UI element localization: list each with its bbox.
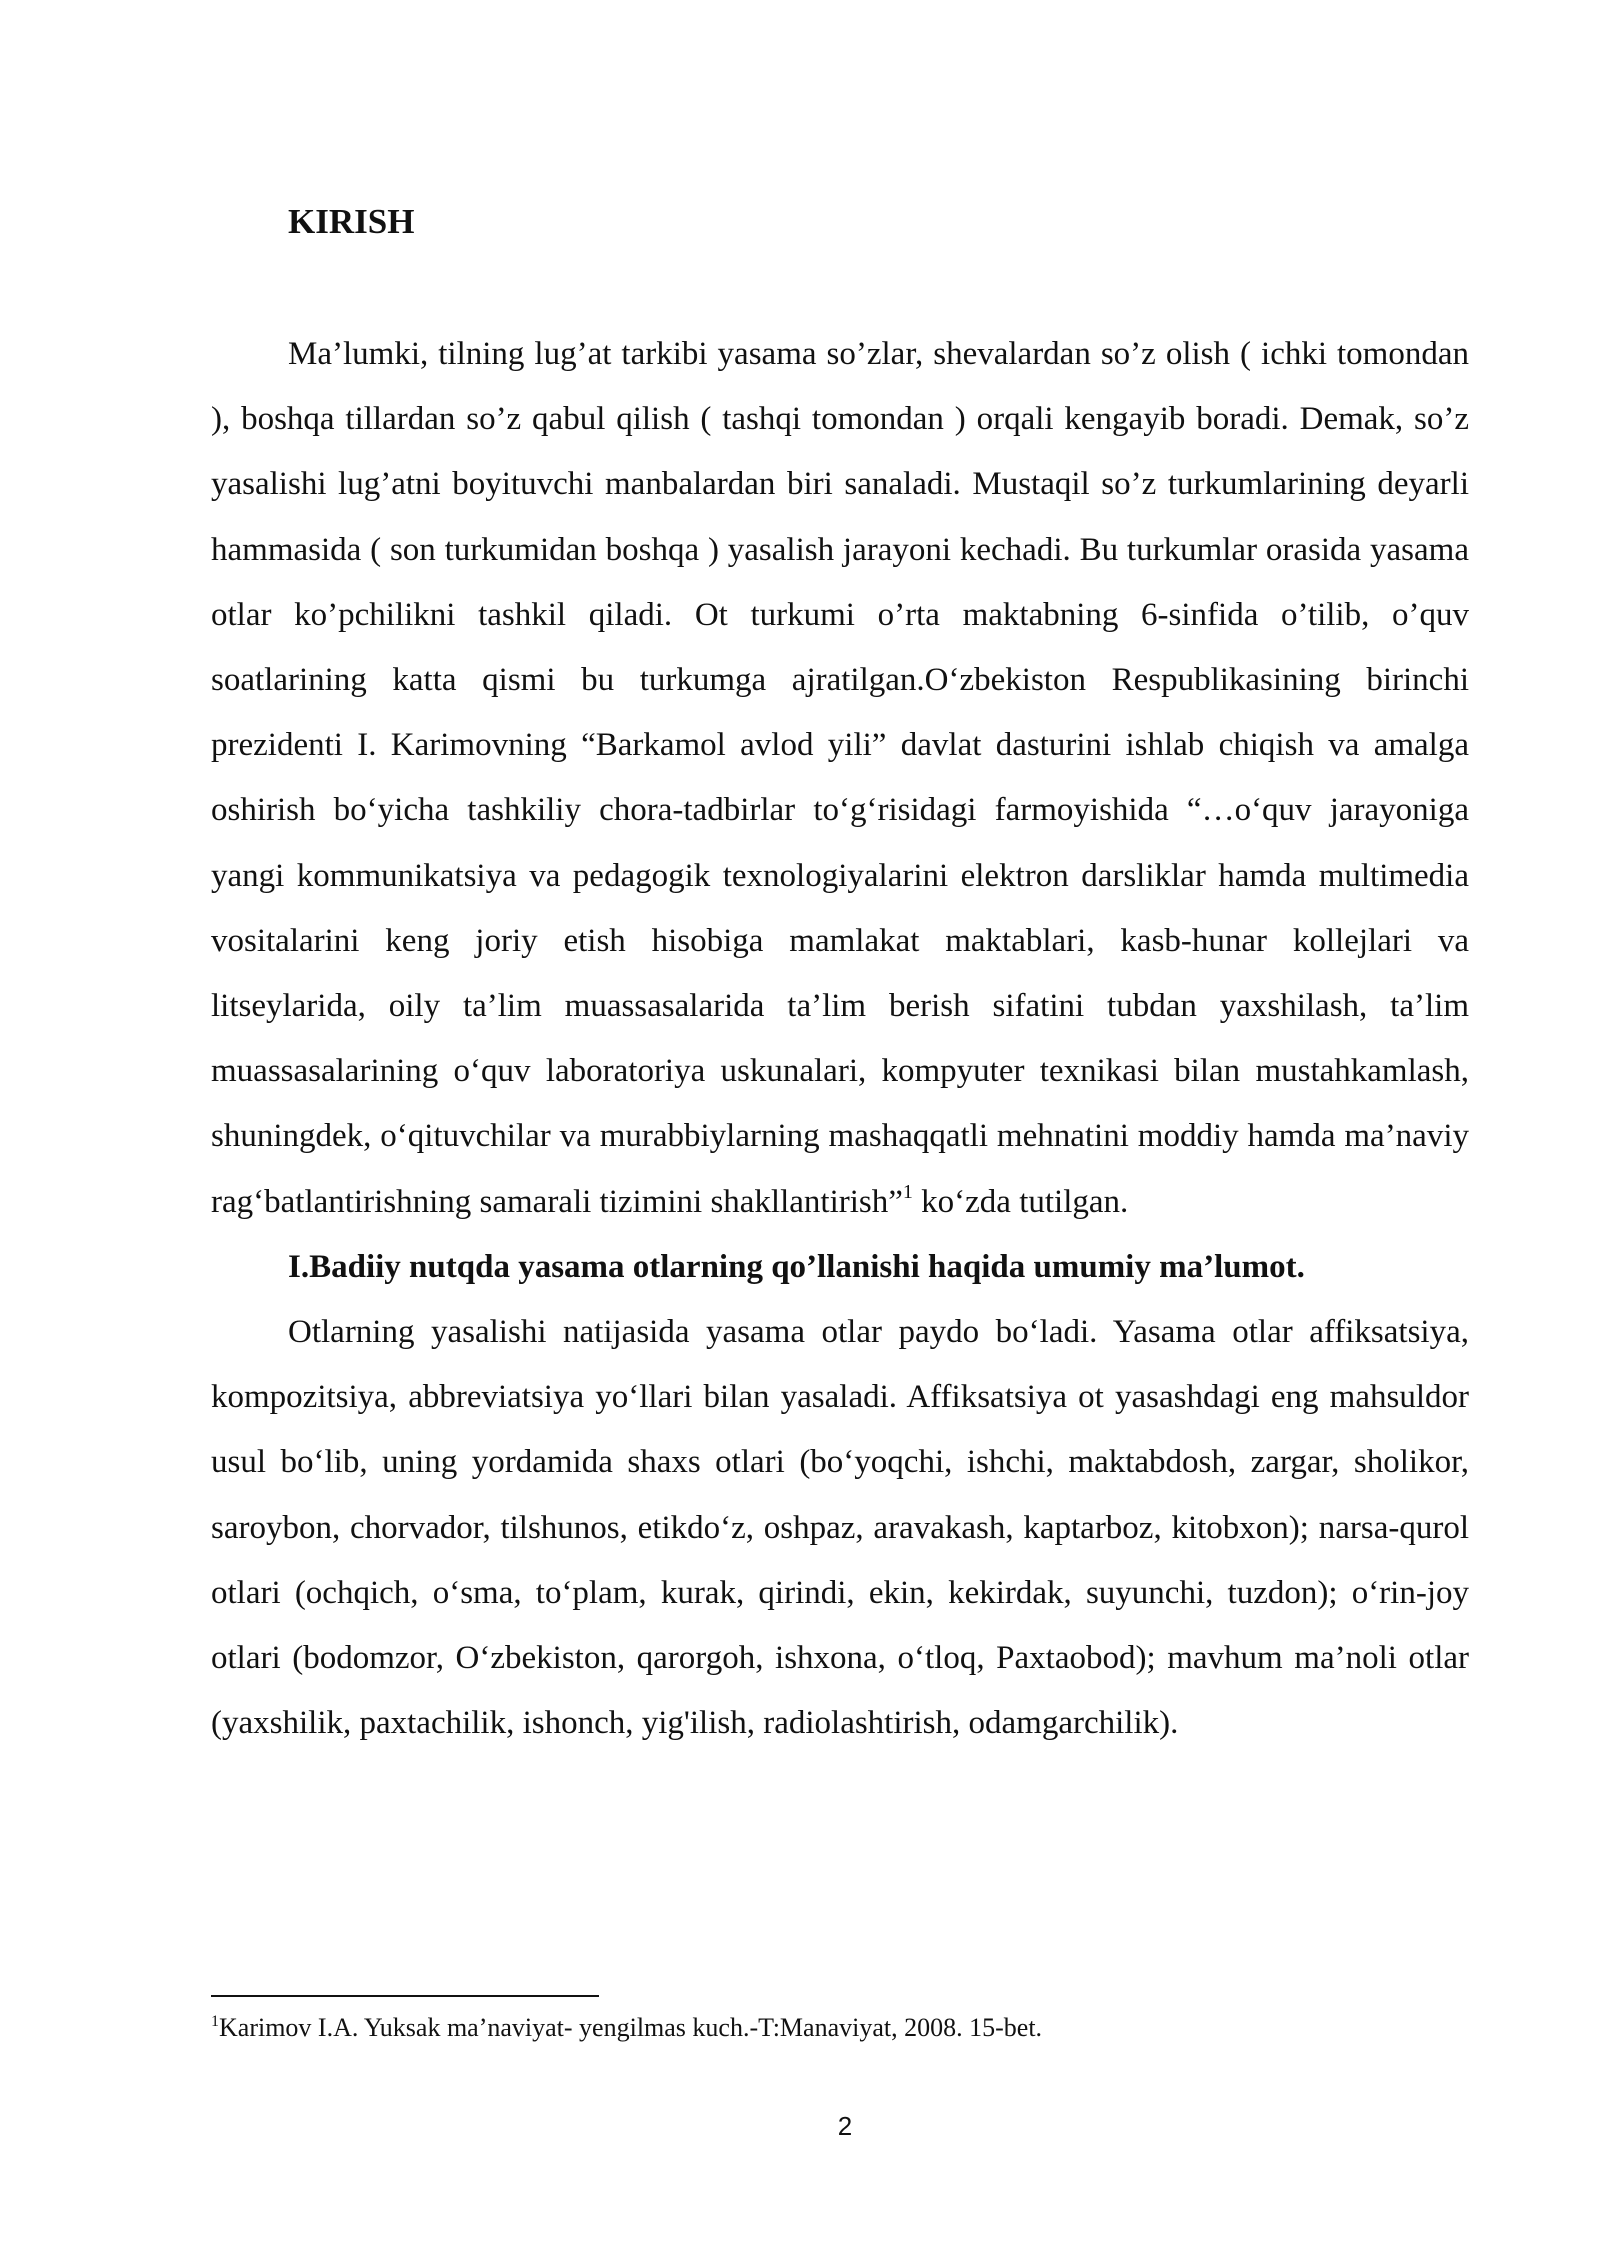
footnote-separator (211, 1995, 599, 1997)
intro-paragraph (211, 322, 1469, 1235)
page-number: 2 (837, 2111, 853, 2141)
page-heading: KIRISH (288, 202, 415, 241)
footnote-marker: 1 (211, 2013, 219, 2030)
intro-paragraph-end: ko‘zda tutilgan. (912, 1183, 1129, 1220)
body-text (211, 322, 1469, 1756)
section-heading: I.Badiiy nutqda yasama otlarning qo’llanishi haqida umumiy ma’lumot. (288, 1248, 1305, 1285)
intro-paragraph-text: Ma’lumki, tilning lug’at tarkibi yasama so’zlar, shevalardan so’z olish ( ichki tomondan ), boshqa tillardan so’z qabul qilish ( tashqi tomondan ) orqali kengayib boradi. Demak, so’z yasalishi lug’atni boyituvchi manbalardan biri sanaladi. Mustaqil so’z turkumlarining deyarli hammasida ( son turkumidan boshqa ) yasalish jarayoni kechadi. Bu turkumlar orasida yasama otlar ko’pchilikni tashkil qiladi. Ot turkumi o’rta maktabning 6-sinfida o’tilib, o’quv soatlarining katta qismi bu turkumga ajratilgan.O‘zbekiston Respublikasining birinchi prezidenti I. Karimovning “Barkamol avlod yili” davlat dasturini ishlab chiqish va amalga oshirish bo‘yicha tashkiliy chora-tadbirlar to‘g‘risidagi farmoyishida “…o‘quv jarayoniga yangi kommunikatsiya va pedagogik texnologiyalarini elektron darsliklar hamda multimedia vositalarini keng joriy etish hisobiga mamlakat maktablari, kasb-hunar kollejlari va litseylarida, oily ta’lim muassasalarida ta’lim berish sifatini tubdan yaxshilash, ta’lim muassasalarining o‘quv laboratoriya uskunalari, kompyuter texnikasi bilan mustahkamlash, shuningdek, o‘qituvchilar va murabbiylarning mashaqqatli mehnatini moddiy hamda ma’naviy rag‘batlantirishning samarali tizimini shakllantirish” (211, 336, 1469, 1220)
section-paragraph: Otlarning yasalishi natijasida yasama otlar paydo bo‘ladi. Yasama otlar affiksatsiya, kompozitsiya, abbreviatsiya yo‘llari bilan yasaladi. Affiksatsiya ot yasashdagi eng mahsuldor usul bo‘lib, uning yordamida shaxs otlari (bo‘yoqchi, ishchi, maktabdosh, zargar, sholikor, saroybon, chorvador, tilshunos, etikdo‘z, oshpaz, aravakash, kaptarboz, kitobxon); narsa-qurol otlari (ochqich, o‘sma, to‘plam, kurak, qirindi, ekin, kekirdak, suyunchi, tuzdon); o‘rin-joy otlari (bodomzor, O‘zbekiston, qarorgoh, ishxona, o‘tloq, Paxtaobod); mavhum ma’noli otlar (yaxshilik, paxtachilik, ishonch, yig'ilish, radiolashtirish, odamgarchilik). (211, 1314, 1469, 1742)
footnote-reference[interactable]: 1 (902, 1180, 913, 1203)
footnote-text: Karimov I.A. Yuksak ma’naviyat- yengilmas kuch.-T:Manaviyat, 2008. 15-bet. (219, 2013, 1043, 2042)
footnote (211, 2010, 1042, 2046)
